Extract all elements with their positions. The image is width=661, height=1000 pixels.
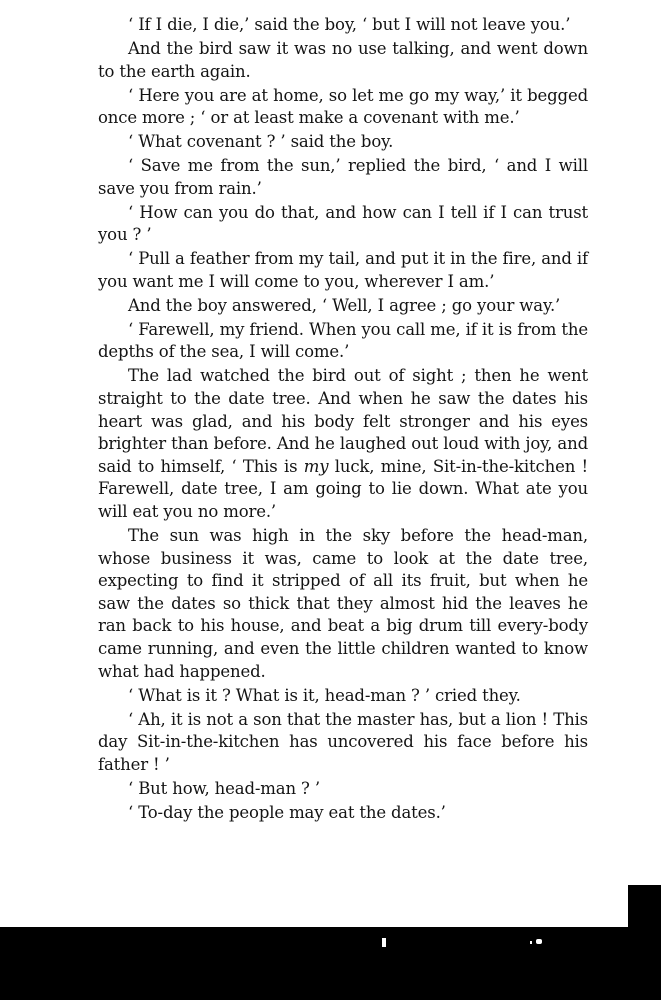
page-text (98, 14, 588, 826)
paragraph: The sun was high in the sky before the head-man, whose business it was, came to look at the date tree, expecting to find it stripped of all its fruit, but when he saw the dates so thick that they almost hid the leaves he ran back to his house, and beat a big drum till every-body came running, and even the little children wanted to know what had happened. (98, 525, 588, 681)
paragraph: ‘ If I die, I die,’ said the boy, ‘ but I will not leave you.’ (128, 15, 571, 34)
paragraph: And the bird saw it was no use talking, and went down to the earth again. (98, 38, 588, 81)
paragraph (98, 365, 588, 523)
scan-speck (536, 939, 542, 944)
paragraph: ‘ But how, head-man ? ’ (128, 778, 320, 798)
paragraph-text: luck, mine, Sit-in-the-kitchen ! Farewell, date tree, I am going to lie down. What ate you will eat you no more.’ (98, 456, 588, 521)
paragraph: ‘ To-day the people may eat the dates.’ (128, 802, 446, 822)
paragraph: ‘ How can you do that, and how can I tell if I can trust you ? ’ (98, 202, 588, 245)
paragraph: And the boy answered, ‘ Well, I agree ; go your way.’ (128, 295, 561, 315)
paragraph: ‘ Farewell, my friend. When you call me, if it is from the depths of the sea, I will come.’ (98, 319, 588, 362)
paragraph: ‘ What covenant ? ’ said the boy. (128, 132, 394, 152)
scan-speck (382, 938, 386, 947)
paragraph: ‘ Ah, it is not a son that the master has, but a lion ! This day Sit-in-the-kitchen has uncovered his face before his father ! ’ (98, 709, 588, 774)
paragraph: ‘ Save me from the sun,’ replied the bird, ‘ and I will save you from rain.’ (98, 156, 588, 198)
emphasized-word: my (303, 456, 329, 476)
paragraph: ‘ Pull a feather from my tail, and put it in the fire, and if you want me I will come to you, wherever I am.’ (98, 249, 588, 291)
scan-edge-shadow (628, 885, 661, 930)
scan-bottom-border (0, 927, 661, 1000)
scan-speck (530, 941, 532, 944)
paragraph: ‘ Here you are at home, so let me go my way,’ it begged once more ; ‘ or at least make a covenant with me.’ (98, 85, 588, 128)
paragraph-text: The lad watched the bird out of sight ; then he went straight to the date tree. And when he saw the dates his heart was glad, and his body felt stronger and his eyes brighter than before. And he laughed out loud with joy, and said to himself, ‘ This is (98, 366, 588, 476)
paragraph: ‘ What is it ? What is it, head-man ? ’ cried they. (128, 685, 521, 705)
